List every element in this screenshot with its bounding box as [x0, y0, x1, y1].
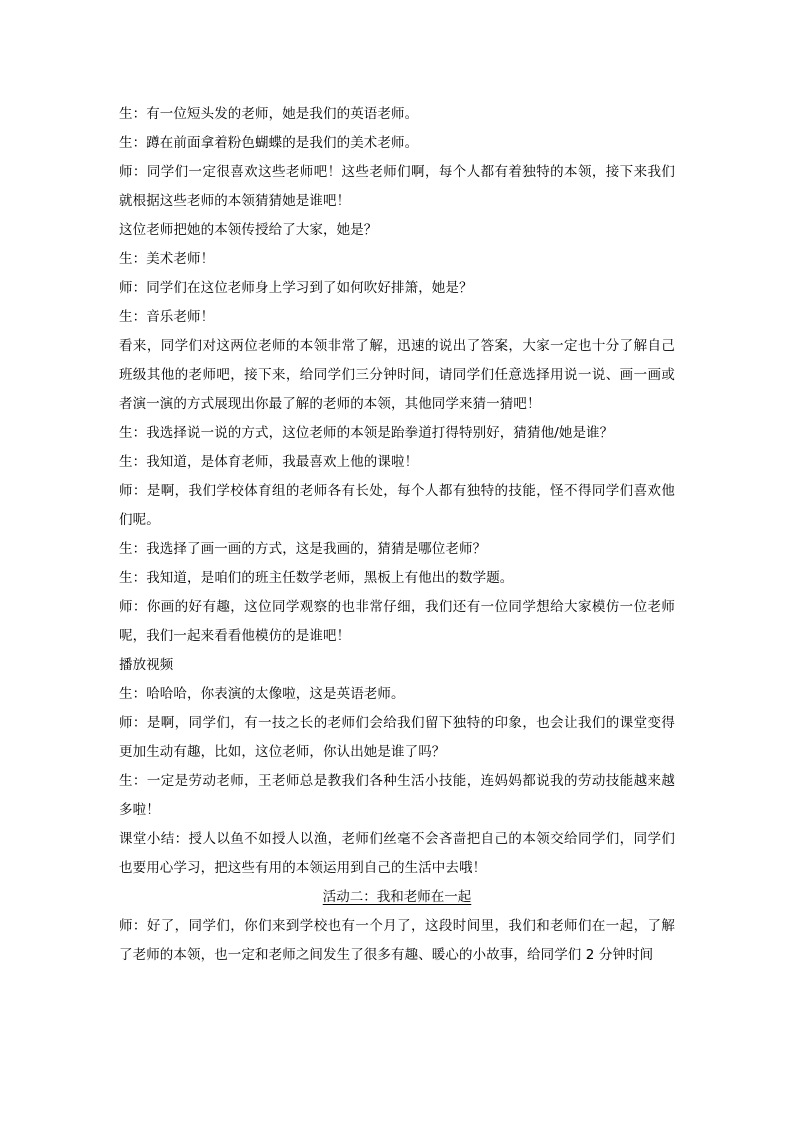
paragraph-17: 师：是啊，同学们，有一技之长的老师们会给我们留下独特的印象，也会让我们的课堂变得更加生动有趣，比如，这位老师，你认出她是谁了吗？: [119, 715, 675, 760]
paragraph-2: 生：蹲在前面拿着粉色蝴蝶的是我们的美术老师。: [119, 135, 419, 151]
paragraph-1: 生：有一位短头发的老师，她是我们的英语老师。: [119, 106, 419, 122]
paragraph-19: 课堂小结：授人以鱼不如授人以渔，老师们丝毫不会吝啬把自己的本领交给同学们，同学们也要用心学习，把这些有用的本领运用到自己的生活中去哦！: [119, 831, 675, 876]
paragraph-4: 这位老师把她的本领传授给了大家，她是？: [119, 222, 378, 238]
paragraph-10: 生：我知道，是体育老师，我最喜欢上他的课啦！: [119, 454, 419, 470]
paragraph-final: 师：好了，同学们，你们来到学校也有一个月了，这段时间里，我们和老师们在一起，了解了老师的本领，也一定和老师之间发生了很多有趣、暖心的小故事，给同学们 2 分钟时间: [119, 918, 675, 963]
paragraph-8: 看来，同学们对这两位老师的本领非常了解，迅速的说出了答案，大家一定也十分了解自己班级其他的老师吧，接下来，给同学们三分钟时间，请同学们任意选择用说一说、画一画或者演一演的方式展现出你最了解的老师的本领，其他同学来猜一猜吧！: [119, 338, 675, 412]
paragraph-3: 师：同学们一定很喜欢这些老师吧！这些老师们啊，每个人都有着独特的本领，接下来我们就根据这些老师的本领猜猜她是谁吧！: [119, 164, 675, 209]
paragraph-7: 生：音乐老师！: [119, 309, 215, 325]
paragraph-16: 生：哈哈哈，你表演的太像啦，这是英语老师。: [119, 686, 405, 702]
paragraph-9: 生：我选择说一说的方式，这位老师的本领是跆拳道打得特别好，猜猜他/她是谁？: [119, 425, 614, 441]
section-heading-text: 活动二：我和老师在一起: [322, 889, 472, 905]
document-page: [119, 100, 675, 970]
paragraph-11: 师：是啊，我们学校体育组的老师各有长处，每个人都有独特的技能，怪不得同学们喜欢他们呢。: [119, 483, 675, 528]
paragraph-5: 生：美术老师！: [119, 251, 215, 267]
paragraph-13: 生：我知道，是咱们的班主任数学老师，黑板上有他出的数学题。: [119, 570, 514, 586]
paragraph-12: 生：我选择了画一画的方式，这是我画的，猜猜是哪位老师？: [119, 541, 487, 557]
paragraph-15: 播放视频: [119, 657, 174, 673]
paragraph-18: 生：一定是劳动老师，王老师总是教我们各种生活小技能，连妈妈都说我的劳动技能越来越多啦！: [119, 773, 675, 818]
paragraph-6: 师：同学们在这位老师身上学习到了如何吹好排箫，她是？: [119, 280, 473, 296]
paragraph-14: 师：你画的好有趣，这位同学观察的也非常仔细，我们还有一位同学想给大家模仿一位老师呢，我们一起来看看他模仿的是谁吧！: [119, 599, 675, 644]
section-heading: [119, 883, 675, 912]
